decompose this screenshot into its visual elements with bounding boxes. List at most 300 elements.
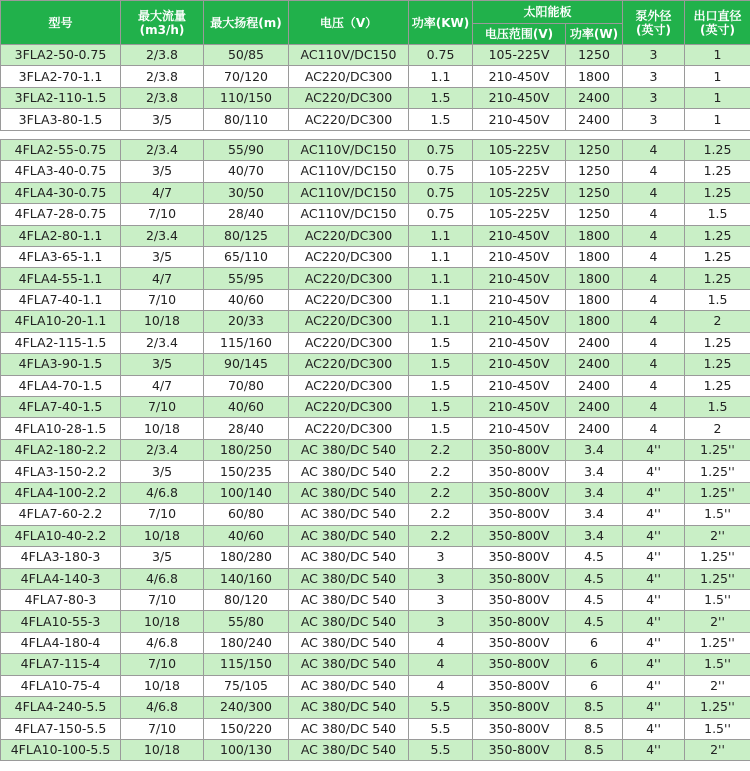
cell-max-flow: 10/18: [121, 418, 204, 439]
cell-solar-voltage: 350-800V: [473, 547, 566, 568]
cell-max-flow: 7/10: [121, 718, 204, 739]
cell-max-head: 100/130: [204, 740, 289, 761]
cell-max-head: 240/300: [204, 697, 289, 718]
cell-solar-power: 1250: [566, 45, 623, 66]
cell-outlet-diameter: 1.5: [685, 397, 750, 418]
cell-outlet-diameter: 1.25: [685, 182, 750, 203]
cell-model: 4FLA4-30-0.75: [1, 182, 121, 203]
cell-power: 2.2: [409, 525, 473, 546]
cell-voltage: AC220/DC300: [289, 246, 409, 267]
cell-solar-power: 8.5: [566, 718, 623, 739]
cell-model: 4FLA2-80-1.1: [1, 225, 121, 246]
cell-voltage: AC 380/DC 540: [289, 461, 409, 482]
cell-solar-voltage: 350-800V: [473, 525, 566, 546]
cell-max-flow: 2/3.8: [121, 87, 204, 108]
cell-solar-power: 1800: [566, 268, 623, 289]
table-row: [1, 654, 750, 675]
cell-max-flow: 7/10: [121, 504, 204, 525]
table-row: [1, 418, 750, 439]
cell-max-head: 55/80: [204, 611, 289, 632]
cell-solar-power: 2400: [566, 354, 623, 375]
cell-max-head: 28/40: [204, 418, 289, 439]
cell-outlet-diameter: 1: [685, 66, 750, 87]
cell-solar-voltage: 350-800V: [473, 482, 566, 503]
cell-power: 2.2: [409, 439, 473, 460]
cell-power: 4: [409, 654, 473, 675]
cell-outlet-diameter: 2'': [685, 525, 750, 546]
header-solar-power: 功率(W): [566, 24, 623, 45]
cell-model: 3FLA2-50-0.75: [1, 45, 121, 66]
cell-voltage: AC220/DC300: [289, 418, 409, 439]
cell-outlet-diameter: 2: [685, 311, 750, 332]
cell-power: 0.75: [409, 139, 473, 160]
cell-pump-diameter: 4'': [623, 504, 685, 525]
table-row: [1, 332, 750, 353]
cell-max-flow: 2/3.4: [121, 332, 204, 353]
cell-model: 3FLA3-80-1.5: [1, 109, 121, 130]
cell-model: 4FLA4-70-1.5: [1, 375, 121, 396]
cell-solar-voltage: 350-800V: [473, 632, 566, 653]
cell-solar-power: 4.5: [566, 589, 623, 610]
cell-pump-diameter: 4'': [623, 654, 685, 675]
cell-voltage: AC 380/DC 540: [289, 675, 409, 696]
table-row: [1, 482, 750, 503]
cell-solar-power: 2400: [566, 397, 623, 418]
cell-solar-voltage: 350-800V: [473, 675, 566, 696]
cell-outlet-diameter: 1.5'': [685, 654, 750, 675]
header-voltage: 电压（V）: [289, 1, 409, 45]
cell-voltage: AC110V/DC150: [289, 139, 409, 160]
cell-model: 4FLA2-115-1.5: [1, 332, 121, 353]
cell-solar-voltage: 105-225V: [473, 182, 566, 203]
table-row: [1, 354, 750, 375]
cell-solar-voltage: 105-225V: [473, 45, 566, 66]
cell-power: 5.5: [409, 740, 473, 761]
cell-voltage: AC220/DC300: [289, 375, 409, 396]
cell-max-flow: 7/10: [121, 397, 204, 418]
cell-model: 4FLA4-55-1.1: [1, 268, 121, 289]
table-row: [1, 109, 750, 130]
cell-pump-diameter: 4'': [623, 718, 685, 739]
cell-solar-power: 1800: [566, 225, 623, 246]
cell-power: 1.5: [409, 397, 473, 418]
table-row: [1, 697, 750, 718]
cell-voltage: AC 380/DC 540: [289, 568, 409, 589]
header-max-head: 最大扬程(m): [204, 1, 289, 45]
table-row: [1, 139, 750, 160]
cell-solar-power: 1250: [566, 204, 623, 225]
header-outlet-diameter-line1: 出口直径: [693, 8, 742, 23]
table-row: [1, 311, 750, 332]
cell-model: 4FLA4-100-2.2: [1, 482, 121, 503]
cell-pump-diameter: 4: [623, 225, 685, 246]
cell-max-head: 50/85: [204, 45, 289, 66]
header-max-flow-line2: (m3/h): [139, 22, 185, 37]
cell-max-flow: 10/18: [121, 740, 204, 761]
cell-outlet-diameter: 1.5'': [685, 504, 750, 525]
cell-outlet-diameter: 1.25: [685, 354, 750, 375]
table-row: [1, 461, 750, 482]
table-row: [1, 397, 750, 418]
cell-voltage: AC220/DC300: [289, 354, 409, 375]
cell-solar-voltage: 105-225V: [473, 204, 566, 225]
cell-model: 4FLA7-40-1.1: [1, 289, 121, 310]
cell-voltage: AC 380/DC 540: [289, 589, 409, 610]
cell-power: 1.1: [409, 289, 473, 310]
cell-pump-diameter: 3: [623, 66, 685, 87]
cell-solar-voltage: 210-450V: [473, 109, 566, 130]
cell-max-head: 110/150: [204, 87, 289, 108]
cell-voltage: AC110V/DC150: [289, 182, 409, 203]
cell-voltage: AC 380/DC 540: [289, 697, 409, 718]
cell-max-head: 80/120: [204, 589, 289, 610]
cell-solar-voltage: 350-800V: [473, 461, 566, 482]
cell-max-flow: 4/6.8: [121, 632, 204, 653]
cell-max-flow: 3/5: [121, 461, 204, 482]
header-outlet-diameter-line2: (英寸): [700, 22, 735, 37]
cell-power: 1.1: [409, 311, 473, 332]
cell-max-head: 90/145: [204, 354, 289, 375]
header-pump-diameter-line2: (英寸): [636, 22, 671, 37]
cell-solar-power: 3.4: [566, 482, 623, 503]
cell-outlet-diameter: 1.5'': [685, 718, 750, 739]
cell-max-flow: 3/5: [121, 354, 204, 375]
cell-solar-voltage: 210-450V: [473, 375, 566, 396]
cell-solar-power: 2400: [566, 87, 623, 108]
cell-max-head: 55/90: [204, 139, 289, 160]
header-solar-panel: 太阳能板: [473, 1, 623, 24]
cell-voltage: AC 380/DC 540: [289, 439, 409, 460]
cell-model: 3FLA2-70-1.1: [1, 66, 121, 87]
cell-solar-voltage: 105-225V: [473, 161, 566, 182]
cell-pump-diameter: 4: [623, 204, 685, 225]
cell-model: 4FLA3-90-1.5: [1, 354, 121, 375]
cell-outlet-diameter: 2: [685, 418, 750, 439]
cell-model: 3FLA2-110-1.5: [1, 87, 121, 108]
cell-max-flow: 4/7: [121, 375, 204, 396]
cell-pump-diameter: 4: [623, 182, 685, 203]
table-row: [1, 718, 750, 739]
cell-max-flow: 10/18: [121, 311, 204, 332]
cell-max-flow: 10/18: [121, 611, 204, 632]
cell-voltage: AC 380/DC 540: [289, 611, 409, 632]
cell-model: 4FLA3-65-1.1: [1, 246, 121, 267]
cell-solar-voltage: 350-800V: [473, 504, 566, 525]
cell-max-head: 150/235: [204, 461, 289, 482]
cell-solar-power: 3.4: [566, 504, 623, 525]
cell-outlet-diameter: 2'': [685, 675, 750, 696]
cell-solar-voltage: 350-800V: [473, 439, 566, 460]
cell-outlet-diameter: 1.25: [685, 268, 750, 289]
cell-pump-diameter: 4: [623, 161, 685, 182]
table-row: [1, 66, 750, 87]
table-row: [1, 375, 750, 396]
cell-solar-power: 1800: [566, 289, 623, 310]
cell-pump-diameter: 4'': [623, 482, 685, 503]
cell-voltage: AC 380/DC 540: [289, 654, 409, 675]
cell-pump-diameter: 4: [623, 354, 685, 375]
cell-power: 5.5: [409, 697, 473, 718]
cell-solar-voltage: 210-450V: [473, 418, 566, 439]
cell-max-head: 40/70: [204, 161, 289, 182]
cell-solar-voltage: 350-800V: [473, 697, 566, 718]
cell-voltage: AC220/DC300: [289, 87, 409, 108]
group-separator: [1, 130, 750, 139]
cell-solar-power: 1250: [566, 182, 623, 203]
cell-max-flow: 2/3.8: [121, 45, 204, 66]
cell-max-flow: 10/18: [121, 525, 204, 546]
cell-max-flow: 7/10: [121, 289, 204, 310]
cell-pump-diameter: 4: [623, 268, 685, 289]
cell-voltage: AC220/DC300: [289, 311, 409, 332]
cell-voltage: AC 380/DC 540: [289, 740, 409, 761]
cell-model: 4FLA10-100-5.5: [1, 740, 121, 761]
cell-solar-power: 8.5: [566, 697, 623, 718]
cell-solar-power: 3.4: [566, 525, 623, 546]
table-row: [1, 246, 750, 267]
cell-max-flow: 7/10: [121, 204, 204, 225]
cell-voltage: AC220/DC300: [289, 225, 409, 246]
cell-voltage: AC220/DC300: [289, 289, 409, 310]
cell-pump-diameter: 4: [623, 375, 685, 396]
cell-max-head: 80/110: [204, 109, 289, 130]
cell-outlet-diameter: 2'': [685, 740, 750, 761]
cell-pump-diameter: 4: [623, 397, 685, 418]
cell-power: 1.5: [409, 375, 473, 396]
cell-voltage: AC 380/DC 540: [289, 482, 409, 503]
group-separator-cell: [1, 130, 750, 139]
cell-power: 1.5: [409, 87, 473, 108]
cell-voltage: AC110V/DC150: [289, 204, 409, 225]
cell-pump-diameter: 4'': [623, 439, 685, 460]
cell-pump-diameter: 4'': [623, 675, 685, 696]
cell-max-flow: 4/7: [121, 268, 204, 289]
cell-solar-power: 1800: [566, 311, 623, 332]
cell-max-head: 180/280: [204, 547, 289, 568]
cell-model: 4FLA7-150-5.5: [1, 718, 121, 739]
cell-power: 1.5: [409, 418, 473, 439]
cell-solar-voltage: 350-800V: [473, 718, 566, 739]
cell-solar-voltage: 210-450V: [473, 289, 566, 310]
cell-solar-voltage: 210-450V: [473, 66, 566, 87]
cell-solar-power: 1800: [566, 66, 623, 87]
cell-outlet-diameter: 1.25'': [685, 632, 750, 653]
cell-model: 4FLA3-180-3: [1, 547, 121, 568]
cell-power: 1.1: [409, 246, 473, 267]
cell-pump-diameter: 4: [623, 311, 685, 332]
cell-voltage: AC220/DC300: [289, 109, 409, 130]
cell-outlet-diameter: 1.25'': [685, 439, 750, 460]
cell-max-head: 150/220: [204, 718, 289, 739]
cell-model: 4FLA10-20-1.1: [1, 311, 121, 332]
cell-solar-voltage: 350-800V: [473, 611, 566, 632]
table-row: [1, 568, 750, 589]
cell-model: 4FLA7-28-0.75: [1, 204, 121, 225]
cell-power: 2.2: [409, 461, 473, 482]
table-row: [1, 740, 750, 761]
table-row: [1, 225, 750, 246]
cell-model: 4FLA2-180-2.2: [1, 439, 121, 460]
cell-pump-diameter: 4'': [623, 589, 685, 610]
cell-solar-power: 2400: [566, 418, 623, 439]
cell-max-head: 20/33: [204, 311, 289, 332]
cell-solar-power: 6: [566, 632, 623, 653]
cell-power: 4: [409, 632, 473, 653]
cell-outlet-diameter: 1.5'': [685, 589, 750, 610]
table-row: [1, 45, 750, 66]
cell-power: 1.1: [409, 225, 473, 246]
cell-outlet-diameter: 1.25: [685, 225, 750, 246]
header-pump-diameter-line1: 泵外径: [635, 8, 672, 23]
cell-pump-diameter: 4: [623, 139, 685, 160]
cell-pump-diameter: 4'': [623, 740, 685, 761]
cell-model: 4FLA10-55-3: [1, 611, 121, 632]
cell-max-flow: 2/3.8: [121, 66, 204, 87]
cell-pump-diameter: 4: [623, 289, 685, 310]
table-body: [1, 45, 750, 761]
cell-max-flow: 4/7: [121, 182, 204, 203]
cell-model: 4FLA4-240-5.5: [1, 697, 121, 718]
cell-pump-diameter: 4'': [623, 697, 685, 718]
cell-model: 4FLA7-115-4: [1, 654, 121, 675]
cell-max-head: 40/60: [204, 397, 289, 418]
header-outlet-diameter: [685, 1, 750, 45]
cell-solar-voltage: 210-450V: [473, 397, 566, 418]
header-pump-diameter: [623, 1, 685, 45]
cell-max-flow: 2/3.4: [121, 439, 204, 460]
cell-voltage: AC 380/DC 540: [289, 632, 409, 653]
cell-max-flow: 10/18: [121, 675, 204, 696]
cell-max-head: 75/105: [204, 675, 289, 696]
cell-power: 1.1: [409, 268, 473, 289]
cell-power: 0.75: [409, 45, 473, 66]
cell-solar-voltage: 210-450V: [473, 246, 566, 267]
cell-max-head: 180/250: [204, 439, 289, 460]
cell-max-flow: 3/5: [121, 547, 204, 568]
cell-pump-diameter: 4'': [623, 525, 685, 546]
cell-voltage: AC220/DC300: [289, 397, 409, 418]
cell-power: 1.5: [409, 332, 473, 353]
cell-pump-diameter: 4'': [623, 547, 685, 568]
cell-pump-diameter: 4: [623, 332, 685, 353]
table-header: [1, 1, 750, 45]
cell-solar-voltage: 105-225V: [473, 139, 566, 160]
table-row: [1, 589, 750, 610]
cell-model: 4FLA10-28-1.5: [1, 418, 121, 439]
cell-pump-diameter: 3: [623, 87, 685, 108]
header-solar-voltage-range: 电压范围(V): [473, 24, 566, 45]
cell-solar-power: 2400: [566, 375, 623, 396]
cell-max-head: 28/40: [204, 204, 289, 225]
cell-voltage: AC110V/DC150: [289, 45, 409, 66]
cell-solar-power: 1250: [566, 161, 623, 182]
cell-solar-voltage: 210-450V: [473, 354, 566, 375]
cell-solar-voltage: 350-800V: [473, 589, 566, 610]
cell-outlet-diameter: 1.5: [685, 204, 750, 225]
cell-solar-voltage: 210-450V: [473, 225, 566, 246]
cell-outlet-diameter: 1.25: [685, 375, 750, 396]
cell-solar-voltage: 210-450V: [473, 87, 566, 108]
cell-solar-voltage: 210-450V: [473, 311, 566, 332]
cell-model: 4FLA7-80-3: [1, 589, 121, 610]
table-row: [1, 504, 750, 525]
cell-voltage: AC 380/DC 540: [289, 504, 409, 525]
cell-solar-power: 6: [566, 675, 623, 696]
table-row: [1, 439, 750, 460]
cell-pump-diameter: 3: [623, 109, 685, 130]
cell-outlet-diameter: 2'': [685, 611, 750, 632]
cell-solar-power: 1250: [566, 139, 623, 160]
cell-solar-voltage: 350-800V: [473, 740, 566, 761]
cell-solar-power: 6: [566, 654, 623, 675]
cell-solar-power: 4.5: [566, 568, 623, 589]
header-max-flow: [121, 1, 204, 45]
cell-outlet-diameter: 1: [685, 45, 750, 66]
cell-model: 4FLA3-150-2.2: [1, 461, 121, 482]
cell-solar-voltage: 210-450V: [473, 332, 566, 353]
cell-model: 4FLA4-140-3: [1, 568, 121, 589]
table-row: [1, 525, 750, 546]
cell-pump-diameter: 4'': [623, 632, 685, 653]
cell-solar-voltage: 350-800V: [473, 568, 566, 589]
table-row: [1, 204, 750, 225]
cell-voltage: AC220/DC300: [289, 332, 409, 353]
cell-power: 0.75: [409, 182, 473, 203]
cell-max-head: 55/95: [204, 268, 289, 289]
table-row: [1, 161, 750, 182]
cell-power: 3: [409, 589, 473, 610]
cell-max-flow: 7/10: [121, 589, 204, 610]
table-row: [1, 268, 750, 289]
cell-voltage: AC220/DC300: [289, 268, 409, 289]
cell-power: 2.2: [409, 482, 473, 503]
cell-max-head: 70/120: [204, 66, 289, 87]
table-row: [1, 632, 750, 653]
cell-power: 5.5: [409, 718, 473, 739]
cell-max-flow: 3/5: [121, 109, 204, 130]
header-max-flow-line1: 最大流量: [137, 8, 186, 23]
header-power: 功率(KW): [409, 1, 473, 45]
cell-pump-diameter: 4'': [623, 461, 685, 482]
cell-outlet-diameter: 1.25: [685, 332, 750, 353]
cell-voltage: AC 380/DC 540: [289, 718, 409, 739]
cell-pump-diameter: 4: [623, 418, 685, 439]
cell-max-flow: 2/3.4: [121, 225, 204, 246]
cell-outlet-diameter: 1.25: [685, 246, 750, 267]
cell-pump-diameter: 3: [623, 45, 685, 66]
cell-max-head: 40/60: [204, 525, 289, 546]
cell-solar-power: 1800: [566, 246, 623, 267]
cell-solar-power: 3.4: [566, 461, 623, 482]
cell-model: 4FLA4-180-4: [1, 632, 121, 653]
cell-voltage: AC 380/DC 540: [289, 525, 409, 546]
cell-power: 0.75: [409, 161, 473, 182]
cell-max-head: 140/160: [204, 568, 289, 589]
cell-max-flow: 2/3.4: [121, 139, 204, 160]
cell-outlet-diameter: 1.25: [685, 139, 750, 160]
cell-power: 1.5: [409, 109, 473, 130]
cell-solar-power: 8.5: [566, 740, 623, 761]
cell-max-head: 115/150: [204, 654, 289, 675]
cell-max-flow: 3/5: [121, 246, 204, 267]
cell-power: 4: [409, 675, 473, 696]
cell-outlet-diameter: 1.25'': [685, 547, 750, 568]
cell-max-head: 80/125: [204, 225, 289, 246]
cell-power: 1.5: [409, 354, 473, 375]
cell-outlet-diameter: 1.5: [685, 289, 750, 310]
cell-outlet-diameter: 1.25: [685, 161, 750, 182]
table-row: [1, 289, 750, 310]
